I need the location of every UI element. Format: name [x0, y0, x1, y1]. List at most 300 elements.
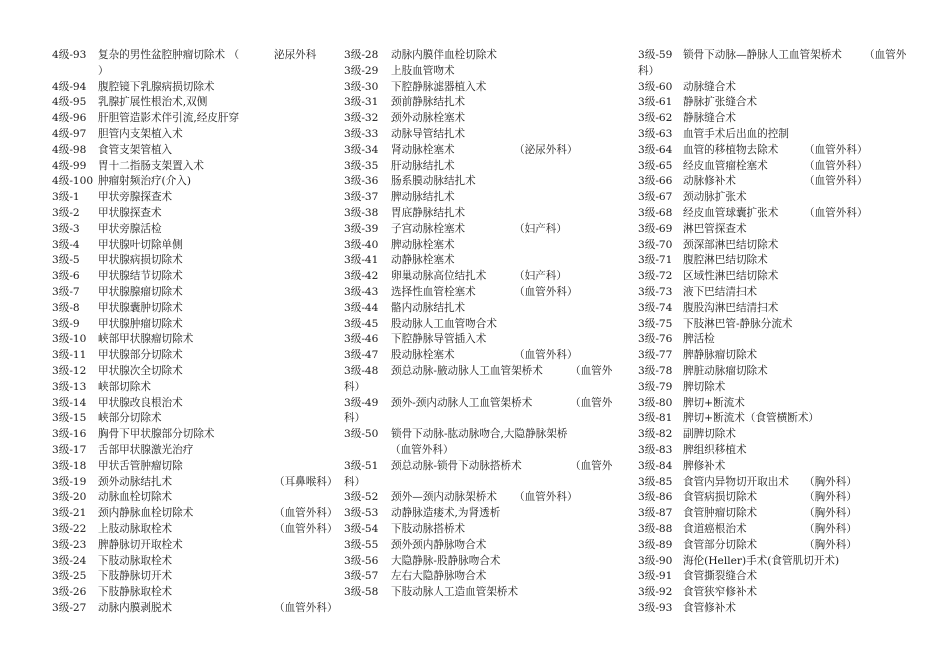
procedure-name: 肝动脉结扎术 [391, 159, 455, 172]
department-label: （妇产科） [514, 222, 567, 235]
list-item [52, 111, 342, 127]
procedure-code: 3级-81 [638, 412, 673, 425]
list-item [344, 111, 616, 127]
list-item [344, 127, 616, 143]
procedure-name: 经皮血管球囊扩张术 [683, 206, 779, 219]
department-label: （耳鼻喉科） [274, 475, 338, 488]
list-item [52, 396, 342, 412]
list-item [52, 238, 342, 254]
list-item [344, 396, 616, 428]
list-item [52, 506, 342, 522]
procedure-code: 3级-82 [638, 428, 673, 441]
column-2 [344, 48, 616, 601]
list-item [638, 317, 906, 333]
list-item [638, 348, 906, 364]
list-item [52, 95, 342, 111]
procedure-name: 下肢静脉切开术 [98, 570, 173, 583]
list-item [344, 427, 616, 459]
procedure-name: 胃十二指肠支架置入术 [98, 159, 204, 172]
list-item [344, 569, 616, 585]
procedure-name: 食管病损切除术 [683, 491, 758, 504]
procedure-code: 3级-65 [638, 159, 673, 172]
procedure-code: 3级-41 [344, 254, 379, 267]
procedure-code: 3级-51 [344, 459, 379, 472]
list-item [344, 95, 616, 111]
list-item [638, 95, 906, 111]
procedure-code: 3级-5 [52, 254, 80, 267]
procedure-name: 下肢静脉取栓术 [98, 586, 173, 599]
list-item [52, 48, 342, 80]
list-item [344, 80, 616, 96]
procedure-name: 脾动脉结扎术 [391, 191, 455, 204]
procedure-name: 脾切+断流术 [683, 396, 745, 409]
procedure-code: 4级-94 [52, 80, 87, 93]
procedure-code: 3级-73 [638, 285, 673, 298]
procedure-name: 下肢动脉搭桥术 [391, 522, 466, 535]
list-item [344, 317, 616, 333]
procedure-code: 3级-50 [344, 428, 379, 441]
procedure-name: 颈内静脉血栓切除术 [98, 507, 194, 520]
procedure-name: 食管内异物切开取出术 [683, 475, 789, 488]
department-label: （胸外科） [804, 522, 857, 535]
list-item [638, 238, 906, 254]
procedure-name: 动脉血栓切除术 [98, 491, 173, 504]
list-item [638, 269, 906, 285]
procedure-code: 3级-87 [638, 507, 673, 520]
procedure-code: 3级-74 [638, 301, 673, 314]
list-item [344, 332, 616, 348]
procedure-code: 3级-23 [52, 538, 87, 551]
procedure-continuation: （血管外科） [390, 443, 454, 456]
procedure-code: 3级-32 [344, 112, 379, 125]
procedure-name: 上肢血管吻术 [391, 64, 455, 77]
list-item [344, 554, 616, 570]
procedure-code: 4级-100 [52, 175, 94, 188]
procedure-code: 3级-19 [52, 475, 87, 488]
procedure-code: 3级-92 [638, 586, 673, 599]
procedure-code: 3级-17 [52, 443, 87, 456]
department-label: （血管外科） [514, 285, 578, 298]
procedure-code: 3级-18 [52, 459, 87, 472]
procedure-code: 3级-60 [638, 80, 673, 93]
procedure-code: 3级-76 [638, 333, 673, 346]
procedure-code: 3级-37 [344, 191, 379, 204]
procedure-name: 脾切+断流术（食管横断术） [683, 412, 820, 425]
list-item [638, 554, 906, 570]
list-item [344, 253, 616, 269]
procedure-code: 3级-67 [638, 191, 673, 204]
list-item [638, 522, 906, 538]
procedure-code: 3级-49 [344, 396, 379, 409]
list-item [344, 190, 616, 206]
department-label: （血管外科） [804, 159, 868, 172]
procedure-name: 脾切除术 [683, 380, 726, 393]
procedure-continuation: ） [98, 64, 109, 77]
procedure-code: 3级-90 [638, 554, 673, 567]
procedure-code: 3级-71 [638, 254, 673, 267]
procedure-name: 动脉缝合术 [683, 80, 736, 93]
procedure-name: 肠系膜动脉结扎术 [391, 175, 476, 188]
procedure-name: 锁骨下动脉—静脉人工血管架桥术 [683, 49, 842, 61]
list-item [638, 364, 906, 380]
procedure-name: 海伦(Heller)手术(食管肌切开术) [683, 554, 840, 567]
procedure-code: 3级-77 [638, 349, 673, 362]
procedure-name: 食管部分切除术 [683, 538, 758, 551]
procedure-name: 甲状腺探查术 [98, 206, 162, 219]
procedure-name: 肿瘤射频治疗(介入) [98, 175, 192, 188]
procedure-name: 脾动脉栓塞术 [391, 238, 455, 251]
procedure-name: 液下巴结清扫术 [683, 285, 758, 298]
procedure-name: 食管支架管植入 [98, 143, 173, 156]
department-label: （血管外科） [274, 507, 338, 520]
procedure-code: 3级-64 [638, 143, 673, 156]
procedure-code: 3级-15 [52, 412, 87, 425]
procedure-name: 子宫动脉栓塞术 [391, 222, 466, 235]
procedure-name: 颈外动脉结扎术 [98, 475, 173, 488]
list-item [52, 522, 342, 538]
procedure-name: 淋巴管探查术 [683, 222, 747, 235]
procedure-name: 股动脉栓塞术 [391, 349, 455, 362]
procedure-code: 3级-80 [638, 396, 673, 409]
procedure-name: 区域性淋巴结切除术 [683, 270, 779, 283]
list-item [638, 159, 906, 175]
procedure-code: 3级-33 [344, 127, 379, 140]
procedure-name: 静脉扩张缝合术 [683, 96, 758, 109]
procedure-name: 峡部分切除术 [98, 412, 162, 425]
procedure-name: 胸骨下甲状腺部分切除术 [98, 428, 215, 441]
procedure-name: 大隐静脉-股静脉吻合术 [391, 554, 501, 567]
procedure-code: 4级-96 [52, 112, 87, 125]
procedure-code: 3级-24 [52, 554, 87, 567]
procedure-name: 甲状腺改良根治术 [98, 396, 183, 409]
procedure-name: 颈动脉扩张术 [683, 191, 747, 204]
procedure-name: 甲状腺次全切除术 [98, 364, 183, 377]
department-label: （血管外科） [804, 206, 868, 219]
procedure-code: 3级-61 [638, 96, 673, 109]
procedure-name: 肾动脉栓塞术 [391, 143, 455, 156]
procedure-name: 颈外—颈内动脉架桥术 [391, 491, 497, 504]
department-label: （血管外 [570, 459, 613, 472]
procedure-code: 3级-34 [344, 143, 379, 156]
list-item [52, 443, 342, 459]
procedure-code: 3级-47 [344, 349, 379, 362]
department-label: （血管外科） [804, 175, 868, 188]
procedure-code: 3级-88 [638, 522, 673, 535]
procedure-name: 锁骨下动脉-肱动脉吻合,大隐静脉架桥 [391, 428, 568, 441]
procedure-code: 3级-63 [638, 127, 673, 140]
list-item [52, 222, 342, 238]
procedure-code: 3级-43 [344, 285, 379, 298]
list-item [638, 411, 906, 427]
procedure-code: 3级-89 [638, 538, 673, 551]
list-item [344, 238, 616, 254]
procedure-name: 甲状腺腺瘤切除术 [98, 285, 183, 298]
list-item [638, 396, 906, 412]
procedure-code: 3级-68 [638, 206, 673, 219]
procedure-name: 动脉内膜伴血栓切除术 [391, 49, 497, 61]
procedure-code: 3级-72 [638, 270, 673, 283]
procedure-name: 颈总动脉-腋动脉人工血管架桥术 [391, 364, 543, 377]
list-item [52, 411, 342, 427]
procedure-name: 动静脉造瘘术,为肾透析 [391, 507, 501, 520]
list-item [638, 174, 906, 190]
list-item [52, 427, 342, 443]
procedure-code: 3级-42 [344, 270, 379, 283]
list-item [638, 427, 906, 443]
list-item [638, 538, 906, 554]
procedure-name: 卵巢动脉高位结扎术 [391, 270, 487, 283]
procedure-continuation: 科） [344, 412, 366, 425]
procedure-code: 4级-98 [52, 143, 87, 156]
procedure-name: 选择性血管栓塞术 [391, 285, 476, 298]
procedure-name: 胆管内支架植入术 [98, 127, 183, 140]
procedure-code: 3级-40 [344, 238, 379, 251]
list-item [344, 301, 616, 317]
list-item [638, 443, 906, 459]
list-item [638, 601, 906, 617]
list-item [52, 253, 342, 269]
procedure-code: 3级-4 [52, 238, 80, 251]
procedure-code: 4级-95 [52, 96, 87, 109]
department-label: （血管外科） [274, 601, 338, 614]
procedure-code: 3级-91 [638, 570, 673, 583]
list-item [52, 569, 342, 585]
procedure-code: 3级-31 [344, 96, 379, 109]
procedure-name: 食管狭窄修补术 [683, 586, 758, 599]
procedure-code: 3级-52 [344, 491, 379, 504]
procedure-code: 3级-2 [52, 206, 80, 219]
procedure-code: 3级-12 [52, 364, 87, 377]
department-label: （血管外科） [514, 491, 578, 504]
procedure-name: 颈外动脉栓塞术 [391, 112, 466, 125]
list-item [344, 159, 616, 175]
procedure-code: 3级-8 [52, 301, 80, 314]
procedure-name: 脾组织移植术 [683, 443, 747, 456]
procedure-name: 骼内动脉结扎术 [391, 301, 466, 314]
list-item [638, 490, 906, 506]
procedure-name: 颈深部淋巴结切除术 [683, 238, 779, 251]
procedure-name: 动脉修补术 [683, 175, 736, 188]
list-item [52, 174, 342, 190]
list-item [344, 364, 616, 396]
procedure-code: 3级-57 [344, 570, 379, 583]
procedure-name: 腹股沟淋巴结清扫术 [683, 301, 779, 314]
procedure-name: 颈外-颈内动脉人工血管架桥术 [391, 396, 533, 409]
procedure-code: 3级-44 [344, 301, 379, 314]
procedure-name: 复杂的男性盆腔肿瘤切除术 （ [98, 49, 240, 61]
procedure-code: 3级-48 [344, 364, 379, 377]
procedure-code: 3级-83 [638, 443, 673, 456]
list-item [52, 127, 342, 143]
list-item [344, 174, 616, 190]
procedure-name: 动脉导管结扎术 [391, 127, 466, 140]
list-item [344, 506, 616, 522]
list-item [638, 585, 906, 601]
list-item [638, 48, 906, 80]
list-item [638, 301, 906, 317]
department-label: （胸外科） [804, 475, 857, 488]
department-label: （胸外科） [804, 491, 857, 504]
procedure-code: 4级-99 [52, 159, 87, 172]
list-item [52, 332, 342, 348]
list-item [344, 285, 616, 301]
procedure-name: 甲状腺囊肿切除术 [98, 301, 183, 314]
procedure-name: 脾脏动脉瘤切除术 [683, 364, 768, 377]
procedure-name: 腹腔镜下乳腺病损切除术 [98, 80, 215, 93]
list-item [344, 490, 616, 506]
list-item [638, 380, 906, 396]
list-item [638, 222, 906, 238]
procedure-name: 下肢动脉人工造血管架桥术 [391, 586, 519, 599]
list-item [344, 48, 616, 64]
procedure-code: 3级-70 [638, 238, 673, 251]
procedure-code: 3级-1 [52, 191, 80, 204]
list-item [638, 143, 906, 159]
list-item [638, 253, 906, 269]
list-item [52, 459, 342, 475]
list-item [638, 111, 906, 127]
list-item [638, 285, 906, 301]
procedure-name: 副脾切除术 [683, 428, 736, 441]
procedure-name: 脾活检 [683, 333, 715, 346]
procedure-code: 3级-29 [344, 64, 379, 77]
department-label: （血管外科） [804, 143, 868, 156]
procedure-name: 甲状旁腺活检 [98, 222, 162, 235]
department-label: （胸外科） [804, 538, 857, 551]
procedure-code: 3级-53 [344, 507, 379, 520]
procedure-code: 3级-58 [344, 586, 379, 599]
procedure-name: 峡部切除术 [98, 380, 151, 393]
list-item [52, 585, 342, 601]
department-label: （血管外 [570, 396, 613, 409]
procedure-name: 胃底静脉结扎术 [391, 206, 466, 219]
department-label: （血管外 [570, 364, 613, 377]
procedure-name: 脾修补术 [683, 459, 726, 472]
department-label: （妇产科） [514, 270, 567, 283]
procedure-code: 3级-85 [638, 475, 673, 488]
procedure-code: 3级-93 [638, 601, 673, 614]
procedure-code: 3级-39 [344, 222, 379, 235]
procedure-name: 颈总动脉-锁骨下动脉搭桥术 [391, 459, 522, 472]
procedure-name: 甲状腺部分切除术 [98, 349, 183, 362]
procedure-code: 3级-59 [638, 49, 673, 61]
procedure-name: 甲状舌管肿瘤切除 [98, 459, 183, 472]
procedure-name: 腹腔淋巴结切除术 [683, 254, 768, 267]
procedure-continuation: 科） [344, 380, 366, 393]
list-item [52, 364, 342, 380]
procedure-name: 上肢动脉取栓术 [98, 522, 173, 535]
list-item [52, 206, 342, 222]
department-label: （血管外科） [274, 522, 338, 535]
list-item [52, 475, 342, 491]
procedure-code: 3级-35 [344, 159, 379, 172]
procedure-code: 3级-55 [344, 538, 379, 551]
procedure-name: 甲状旁腺探查术 [98, 191, 173, 204]
list-item [344, 585, 616, 601]
list-item [52, 380, 342, 396]
list-item [638, 459, 906, 475]
procedure-code: 3级-7 [52, 285, 80, 298]
list-item [52, 159, 342, 175]
list-item [52, 538, 342, 554]
list-item [52, 554, 342, 570]
procedure-code: 3级-27 [52, 601, 87, 614]
procedure-code: 4级-97 [52, 127, 87, 140]
procedure-code: 3级-20 [52, 491, 87, 504]
procedure-code: 3级-46 [344, 333, 379, 346]
procedure-name: 食管肿瘤切除术 [683, 507, 758, 520]
procedure-name: 血管手术后出血的控制 [683, 127, 789, 140]
procedure-code: 3级-21 [52, 507, 87, 520]
department-label: 泌尿外科 [274, 49, 317, 61]
procedure-continuation: 科） [638, 64, 660, 77]
procedure-name: 峡部甲状腺瘤切除术 [98, 333, 194, 346]
procedure-name: 静脉缝合术 [683, 112, 736, 125]
procedure-name: 食道癌根治术 [683, 522, 747, 535]
procedure-name: 下腔静脉滤器植入术 [391, 80, 487, 93]
procedure-code: 3级-66 [638, 175, 673, 188]
procedure-code: 4级-93 [52, 49, 87, 61]
department-label: （胸外科） [804, 507, 857, 520]
procedure-name: 脾静脉切开取栓术 [98, 538, 183, 551]
list-item [638, 190, 906, 206]
procedure-code: 3级-45 [344, 317, 379, 330]
list-item [344, 64, 616, 80]
procedure-code: 3级-10 [52, 333, 87, 346]
procedure-code: 3级-36 [344, 175, 379, 188]
list-item [638, 506, 906, 522]
procedure-code: 3级-30 [344, 80, 379, 93]
list-item [344, 206, 616, 222]
department-label: （血管外 [864, 49, 907, 61]
procedure-code: 3级-6 [52, 270, 80, 283]
list-item [52, 301, 342, 317]
procedure-code: 3级-84 [638, 459, 673, 472]
procedure-name: 甲状腺病损切除术 [98, 254, 183, 267]
list-item [344, 522, 616, 538]
procedure-code: 3级-62 [638, 112, 673, 125]
list-item [638, 332, 906, 348]
list-item [52, 80, 342, 96]
department-label: （泌尿外科） [514, 143, 578, 156]
procedure-name: 食管撕裂缝合术 [683, 570, 758, 583]
list-item [638, 206, 906, 222]
procedure-name: 食管修补术 [683, 601, 736, 614]
procedure-code: 3级-56 [344, 554, 379, 567]
procedure-code: 3级-79 [638, 380, 673, 393]
procedure-name: 舌部甲状腺激光治疗 [98, 443, 194, 456]
department-label: （血管外科） [514, 349, 578, 362]
procedure-name: 颈前静脉结扎术 [391, 96, 466, 109]
procedure-code: 3级-54 [344, 522, 379, 535]
list-item [344, 269, 616, 285]
procedure-code: 3级-86 [638, 491, 673, 504]
procedure-code: 3级-16 [52, 428, 87, 441]
list-item [52, 269, 342, 285]
procedure-code: 3级-22 [52, 522, 87, 535]
procedure-code: 3级-28 [344, 49, 379, 61]
procedure-name: 颈外颈内静脉吻合术 [391, 538, 487, 551]
procedure-name: 动脉内膜剥脱术 [98, 601, 173, 614]
procedure-name: 下腔静脉导管插入术 [391, 333, 487, 346]
list-item [52, 601, 342, 617]
procedure-code: 3级-14 [52, 396, 87, 409]
list-item [344, 222, 616, 238]
procedure-code: 3级-3 [52, 222, 80, 235]
procedure-name: 乳腺扩展性根治术,双侧 [98, 96, 208, 109]
procedure-name: 股动脉人工血管吻合术 [391, 317, 497, 330]
procedure-name: 左右大隐静脉吻合术 [391, 570, 487, 583]
